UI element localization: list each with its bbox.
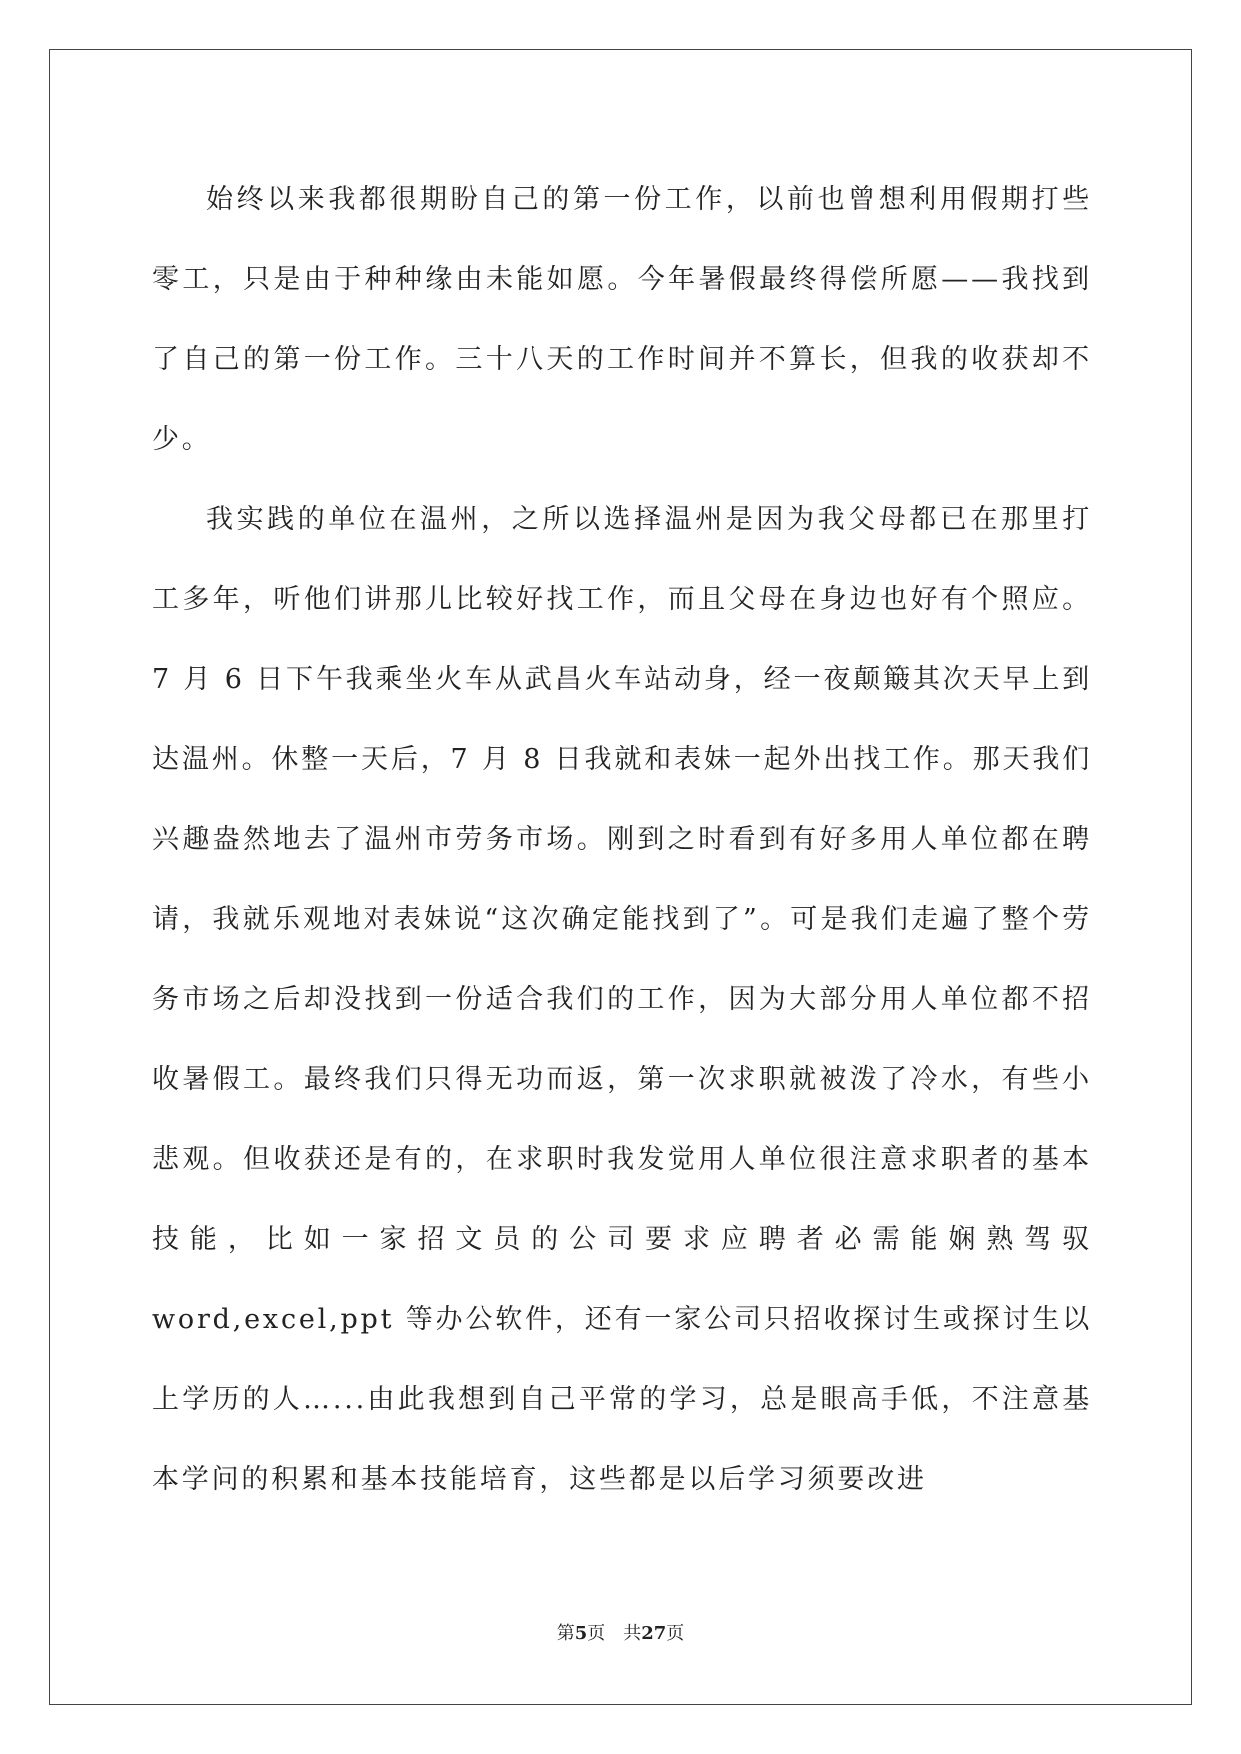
paragraph-2: 我实践的单位在温州，之所以选择温州是因为我父母都已在那里打工多年，听他们讲那儿比较好找工作，而且父母在身边也好有个照应。7 月 6 日下午我乘坐火车从武昌火车站动身，经一夜颠簸其次天早上到达温州。休整一天后，7 月 8 日我就和表妹一起外出找工作。那天我们兴趣盎然地去了温州市劳务市场。刚到之时看到有好多用人单位都在聘请，我就乐观地对表妹说“这次确定能找到了”。可是我们走遍了整个劳务市场之后却没找到一份适合我们的工作，因为大部分用人单位都不招收暑假工。最终我们只得无功而返，第一次求职就被泼了冷水，有些小悲观。但收获还是有的，在求职时我发觉用人单位很注意求职者的基本技能，比如一家招文员的公司要求应聘者必需能娴熟驾驭 word,excel,ppt 等办公软件，还有一家公司只招收探讨生或探讨生以上学历的人…...由此我想到自己平常的学习，总是眼高手低，不注意基本学问的积累和基本技能培育，这些都是以后学习须要改进 [152,504,1092,1495]
document-body [152,160,1092,1520]
page-prefix: 第 [556,1623,575,1644]
page-footer [0,1622,1241,1646]
page-number: 5 [574,1623,588,1644]
total-pages: 27 [641,1623,667,1644]
paragraph-1: 始终以来我都很期盼自己的第一份工作，以前也曾想利用假期打些零工，只是由于种种缘由未能如愿。今年暑假最终得偿所愿——我找到了自己的第一份工作。三十八天的工作时间并不算长，但我的收获却不少。 [152,184,1092,455]
total-prefix: 共 [623,1623,642,1644]
total-suffix: 页 [666,1623,685,1644]
page-suffix: 页 [587,1623,606,1644]
